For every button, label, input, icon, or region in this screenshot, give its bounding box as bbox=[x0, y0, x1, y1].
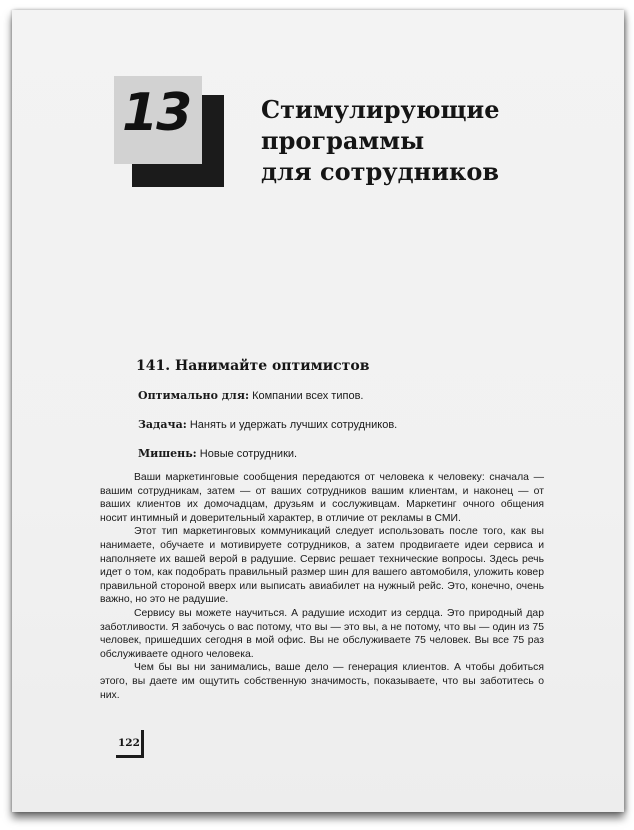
section-heading: 141. Нанимайте оптимистов bbox=[136, 358, 370, 374]
chapter-title-line: программы bbox=[261, 126, 425, 155]
body-text bbox=[100, 471, 544, 702]
paragraph: Чем бы вы ни занимались, ваше дело — генерация клиентов. А чтобы добиться этого, вы даете им ощутить собственную значимость, показываете, что вы заботитесь о них. bbox=[100, 662, 544, 701]
meta-target bbox=[138, 447, 297, 461]
meta-label: Задача: bbox=[138, 418, 187, 431]
meta-value: Компании всех типов. bbox=[249, 390, 364, 402]
page-number-bracket-vertical bbox=[141, 730, 144, 758]
paragraph: Этот тип маркетинговых коммуникаций следует использовать после того, как вы нанимаете, обучаете и мотивируете сотрудников, а затем продвигаете идеи сервиса и наполняете их вашей верой в радушие. Сервис решает технические вопросы. Здесь речь идет о том, как подобрать правильный размер шин для вашего автомобиля, уложить ковер правильной стороной вверх или выписать авиабилет на нужный рейс. Это, конечно, очень важно, но это не радушие. bbox=[100, 526, 544, 606]
meta-label: Мишень: bbox=[138, 447, 197, 460]
chapter-title-line: для сотрудников bbox=[261, 157, 500, 186]
paragraph: Ваши маркетинговые сообщения передаются от человека к человеку: сначала — вашим сотрудникам, затем — от ваших сотрудников вашим клиентам, и наконец — от ваших клиентов их домочадцам, друзьям и сослуживцам. Маркетинг очного общения носит интимный и доверительный характер, в отличие от рекламы в СМИ. bbox=[100, 472, 544, 524]
meta-best-for bbox=[138, 389, 363, 403]
paragraph: Сервису вы можете научиться. А радушие исходит из сердца. Это природный дар заботливости. Я забочусь о вас потому, что вы — это вы, а не потому, что вы — один из 75 человек, пришедших сегодня в мой офис. Вы не обслуживаете 75 человек. Вы все 75 раз обслуживаете одного человека. bbox=[100, 607, 544, 660]
page-number: 122 bbox=[118, 737, 140, 749]
meta-label: Оптимально для: bbox=[138, 389, 250, 402]
meta-value: Нанять и удержать лучших сотрудников. bbox=[186, 419, 398, 431]
book-page bbox=[12, 10, 624, 812]
meta-value: Новые сотрудники. bbox=[196, 448, 298, 460]
chapter-number: 13 bbox=[122, 83, 191, 143]
chapter-title bbox=[261, 94, 581, 187]
meta-task bbox=[138, 418, 397, 432]
chapter-title-line: Стимулирующие bbox=[261, 95, 500, 124]
page-number-bracket-horizontal bbox=[116, 755, 144, 758]
